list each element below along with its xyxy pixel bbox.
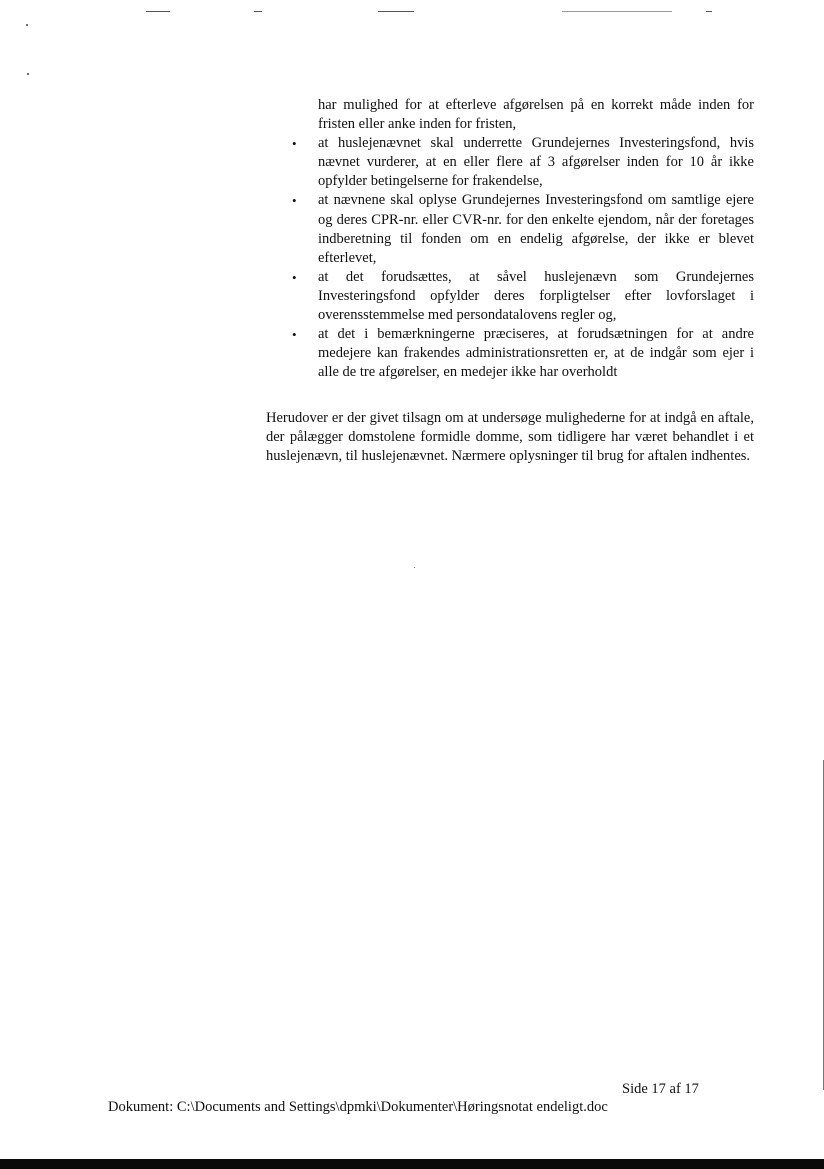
scan-artifact-bottom-band xyxy=(0,1159,824,1169)
list-item-text: at huslejenævnet skal underrette Grundejernes Investeringsfond, hvis nævnet vurderer, at en eller flere af 3 afgørelser inden for 10 år ikke opfylder betingelserne for frakendelse, xyxy=(318,135,754,190)
scan-artifact-dot xyxy=(414,567,415,568)
page-number: Side 17 af 17 xyxy=(622,1081,699,1097)
scan-artifact-top xyxy=(706,11,712,12)
scan-artifact-top xyxy=(254,11,262,12)
body-paragraph: Herudover er der givet tilsagn om at undersøge mulighederne for at indgå en aftale, der pålægger domstolene formidle domme, som tidligere har været behandlet i et huslejenævn, til huslejenævnet. Nærmere oplysninger til brug for aftalen indhentes. xyxy=(266,410,754,465)
bullet-icon: • xyxy=(292,327,297,343)
scan-artifact-speck xyxy=(26,24,28,26)
bullet-list xyxy=(290,96,754,382)
scan-artifact-top xyxy=(146,11,170,12)
list-item xyxy=(290,268,754,325)
bullet-icon: • xyxy=(292,136,297,152)
scan-artifact-speck xyxy=(27,73,29,75)
bullet-icon: • xyxy=(292,193,297,209)
continuation-text: har mulighed for at efterleve afgørelsen på en korrekt måde inden for fristen eller anke inden for fristen, xyxy=(318,97,754,133)
list-item-text: at det forudsættes, at såvel huslejenævn som Grundejernes Investeringsfond opfylder deres forpligtelser efter lovforslaget i overensstemmelse med persondatalovens regler og, xyxy=(318,268,754,324)
list-item xyxy=(290,134,754,191)
list-item-text: at nævnene skal oplyse Grundejernes Investeringsfond om samtlige ejere og deres CPR-nr. eller CVR-nr. for den enkelte ejendom, når der foretages indberetning til fonden om en endelig afgørelse, der ikke er blevet efterlevet, xyxy=(318,192,754,266)
bullet-icon: • xyxy=(292,269,297,285)
scan-artifact-top xyxy=(562,11,672,12)
list-item xyxy=(290,191,754,267)
list-item xyxy=(290,325,754,382)
scan-artifact-top xyxy=(378,11,414,12)
list-item-text: at det i bemærkningerne præciseres, at forudsætningen for at andre medejere kan frakendes administrationsretten er, at de indgår som ejer i alle de tre afgørelser, en medejer ikke har overholdt xyxy=(318,326,754,381)
document-path: Dokument: C:\Documents and Settings\dpmki\Dokumenter\Høringsnotat endeligt.doc xyxy=(108,1099,608,1115)
